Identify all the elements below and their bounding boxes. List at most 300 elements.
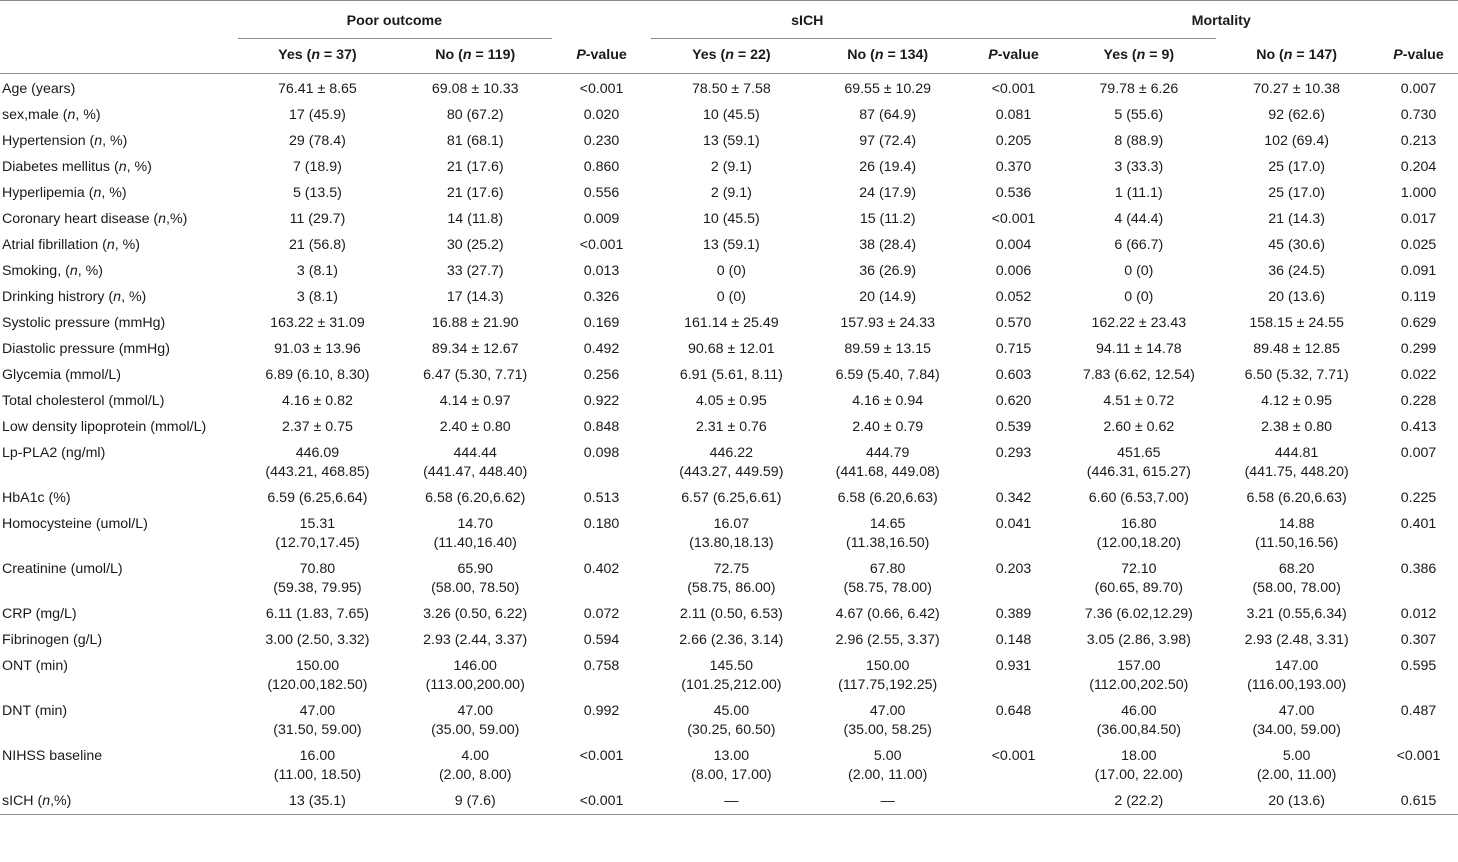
- cell-sich-p: [964, 310, 1064, 336]
- underline-sich: [651, 38, 963, 39]
- cell-value-range: (120.00,182.50): [267, 677, 368, 693]
- cell-value-range: (36.00,84.50): [1096, 722, 1182, 738]
- cell-value: 10 (45.5): [702, 107, 760, 123]
- cell-value-range: (58.75, 86.00): [687, 580, 776, 596]
- cell-value: 0.389: [995, 606, 1032, 622]
- cell-value-range: (11.38,16.50): [846, 535, 930, 551]
- cell-value-range: (58.75, 78.00): [843, 580, 932, 596]
- table-row: [0, 232, 1458, 258]
- cell-sich-no: [812, 284, 964, 310]
- cell-poor-no: [398, 653, 552, 698]
- cell-sich-p: [964, 128, 1064, 154]
- cell-value: 76.41 ± 8.65: [278, 81, 357, 97]
- cell-value: 16.07: [713, 516, 750, 532]
- cell-value: 68.20: [1278, 561, 1315, 577]
- cell-sich-p: [964, 440, 1064, 485]
- table-row: [0, 627, 1458, 653]
- cell-value: 3 (8.1): [296, 263, 338, 279]
- cell-value: 5.00: [873, 748, 902, 764]
- cell-poor-p: [552, 388, 651, 414]
- cell-value: —: [880, 793, 895, 809]
- cell-value: 1 (11.1): [1114, 185, 1163, 201]
- cell-value: 0.402: [583, 561, 620, 577]
- cell-value: <0.001: [991, 211, 1036, 227]
- cell-value: 6.47 (5.30, 7.71): [423, 367, 528, 383]
- cell-value: 2.37 ± 0.75: [281, 419, 353, 435]
- cell-sich-no: [812, 601, 964, 627]
- cell-value: 38 (28.4): [859, 237, 917, 253]
- cell-mort-no: [1214, 258, 1379, 284]
- cell-value: 7.83 (6.62, 12.54): [1082, 367, 1195, 383]
- header-mort-no: No (n = 147): [1256, 46, 1338, 63]
- cell-sich-no: [812, 698, 964, 743]
- cell-value: 2.38 ± 0.80: [1261, 419, 1333, 435]
- cell-value: 47.00: [869, 703, 906, 719]
- cell-value: 26 (19.4): [859, 159, 917, 175]
- cell-value: 72.75: [713, 561, 750, 577]
- cell-mort-yes: [1063, 284, 1214, 310]
- row-label: Diabetes mellitus (n, %): [2, 159, 152, 175]
- cell-value: 6.59 (5.40, 7.84): [835, 367, 940, 383]
- cell-value: 145.50: [709, 658, 754, 674]
- cell-value: 6.58 (6.20,6.63): [1246, 490, 1347, 506]
- cell-mort-p: [1379, 284, 1458, 310]
- cell-value: <0.001: [579, 793, 624, 809]
- cell-poor-p: [552, 743, 651, 788]
- cell-value: 0.326: [583, 289, 620, 305]
- cell-mort-p: [1379, 485, 1458, 511]
- cell-sich-yes: [651, 511, 812, 556]
- cell-value: 17 (14.3): [446, 289, 504, 305]
- cell-value: 0.299: [1400, 341, 1437, 357]
- cell-poor-no: [398, 556, 552, 601]
- cell-value: 5 (55.6): [1114, 107, 1164, 123]
- group-sich: sICH: [791, 12, 824, 29]
- cell-sich-p: [964, 485, 1064, 511]
- cell-value: 81 (68.1): [446, 133, 504, 149]
- cell-value: <0.001: [579, 748, 624, 764]
- row-label: Age (years): [0, 74, 237, 103]
- cell-value: 0.487: [1400, 703, 1437, 719]
- row-label: Drinking histrory (n, %): [2, 289, 147, 305]
- cell-sich-no: [812, 258, 964, 284]
- cell-sich-yes: [651, 232, 812, 258]
- cell-sich-no: [812, 154, 964, 180]
- cell-value: 89.59 ± 13.15: [844, 341, 932, 357]
- cell-value: 2.93 (2.44, 3.37): [423, 632, 528, 648]
- cell-poor-yes: [237, 258, 399, 284]
- cell-value: 89.48 ± 12.85: [1253, 341, 1340, 357]
- cell-value: 45 (30.6): [1268, 237, 1326, 253]
- cell-poor-no: [398, 511, 552, 556]
- cell-sich-p: [964, 388, 1064, 414]
- cell-mort-p: [1379, 788, 1458, 815]
- cell-mort-yes: [1063, 154, 1214, 180]
- cell-value: <0.001: [579, 237, 624, 253]
- cell-value: 0.730: [1400, 107, 1437, 123]
- cell-sich-no: [812, 556, 964, 601]
- cell-value: 21 (17.6): [446, 185, 504, 201]
- cell-sich-yes: [651, 362, 812, 388]
- cell-value: 20 (13.6): [1268, 289, 1326, 305]
- cell-sich-p: [964, 556, 1064, 601]
- header-sich-p: P-value: [988, 46, 1039, 63]
- cell-value-range: (2.00, 11.00): [1256, 767, 1337, 783]
- cell-poor-yes: [237, 627, 399, 653]
- cell-value: 446.09: [295, 445, 340, 461]
- cell-poor-yes: [237, 788, 399, 815]
- cell-value: 3 (8.1): [296, 289, 338, 305]
- cell-poor-p: [552, 102, 651, 128]
- row-label: Systolic pressure (mmHg): [2, 315, 166, 331]
- cell-poor-yes: [237, 102, 399, 128]
- cell-value: 444.81: [1274, 445, 1319, 461]
- cell-value-range: (2.00, 8.00): [438, 767, 512, 783]
- cell-value: 0.148: [995, 632, 1032, 648]
- cell-value: 157.93 ± 24.33: [840, 315, 935, 331]
- cell-poor-p: [552, 627, 651, 653]
- cell-mort-no: [1214, 698, 1379, 743]
- cell-value: 2.31 ± 0.76: [695, 419, 767, 435]
- group-mortality: Mortality: [1191, 12, 1251, 29]
- cell-sich-yes: [651, 698, 812, 743]
- header-poor-yes: Yes (n = 37): [278, 46, 357, 63]
- cell-poor-yes: [237, 310, 399, 336]
- cell-value: 2.66 (2.36, 3.14): [679, 632, 784, 648]
- cell-value: 67.80: [869, 561, 906, 577]
- cell-sich-yes: [651, 74, 812, 103]
- cell-value: 0.386: [1400, 561, 1437, 577]
- cell-poor-p: [552, 206, 651, 232]
- cell-value: 6.91 (5.61, 8.11): [679, 367, 783, 383]
- cell-mort-yes: [1063, 556, 1214, 601]
- cell-sich-p: [964, 362, 1064, 388]
- cell-value: 4.12 ± 0.95: [1261, 393, 1333, 409]
- cell-value: 0.230: [583, 133, 620, 149]
- cell-value-range: (58.00, 78.50): [431, 580, 520, 596]
- row-label: Fibrinogen (g/L): [2, 632, 103, 648]
- cell-value-range: (446.31, 615.27): [1086, 464, 1191, 480]
- table-row: [0, 74, 1458, 103]
- cell-mort-no: [1214, 653, 1379, 698]
- cell-value: 0 (0): [716, 263, 746, 279]
- cell-value-range: (113.00,200.00): [425, 677, 525, 693]
- cell-sich-yes: [651, 128, 812, 154]
- row-label: Homocysteine (umol/L): [2, 516, 148, 532]
- row-label: Low density lipoprotein (mmol/L): [2, 419, 207, 435]
- cell-sich-yes: [651, 336, 812, 362]
- cell-sich-no: [812, 511, 964, 556]
- cell-mort-no: [1214, 284, 1379, 310]
- cell-value: 0.225: [1400, 490, 1437, 506]
- cell-mort-yes: [1063, 440, 1214, 485]
- cell-mort-no: [1214, 511, 1379, 556]
- cell-value: 0.307: [1400, 632, 1437, 648]
- cell-sich-yes: [651, 206, 812, 232]
- row-label: Coronary heart disease (n,%): [2, 211, 188, 227]
- cell-value: 3.05 (2.86, 3.98): [1086, 632, 1191, 648]
- cell-mort-no: [1214, 128, 1379, 154]
- table-row: [0, 788, 1458, 815]
- cell-sich-p: [964, 336, 1064, 362]
- cell-sich-yes: [651, 284, 812, 310]
- cell-value: 0.413: [1400, 419, 1437, 435]
- cell-value: 161.14 ± 25.49: [684, 315, 779, 331]
- cell-value: 47.00: [1278, 703, 1315, 719]
- cell-value: 9 (7.6): [454, 793, 496, 809]
- cell-value: 14.65: [869, 516, 906, 532]
- row-label: NIHSS baseline: [2, 748, 103, 764]
- cell-value: 0.119: [1401, 289, 1436, 305]
- cell-poor-yes: [237, 362, 399, 388]
- cell-value: 0.013: [583, 263, 620, 279]
- cell-poor-yes: [237, 743, 399, 788]
- table-row: [0, 336, 1458, 362]
- cell-value: 0.629: [1400, 315, 1437, 331]
- cell-poor-p: [552, 128, 651, 154]
- cell-poor-yes: [237, 511, 399, 556]
- row-label: CRP (mg/L): [2, 606, 77, 622]
- cell-value-range: (17.00, 22.00): [1094, 767, 1183, 783]
- cell-value-range: (12.70,17.45): [275, 535, 360, 551]
- cell-poor-yes: [237, 128, 399, 154]
- cell-value: 13.00: [713, 748, 750, 764]
- cell-value: 0.025: [1400, 237, 1437, 253]
- cell-value: 0.536: [995, 185, 1032, 201]
- cell-value: 14.88: [1278, 516, 1315, 532]
- cell-value: 89.34 ± 12.67: [431, 341, 519, 357]
- cell-value: 0.615: [1400, 793, 1437, 809]
- cell-value: 5.00: [1282, 748, 1311, 764]
- cell-value: 72.10: [1121, 561, 1157, 577]
- cell-value: 0.052: [995, 289, 1032, 305]
- group-gap-2: [964, 1, 1064, 38]
- cell-value: 46.00: [1121, 703, 1157, 719]
- cell-mort-yes: [1063, 388, 1214, 414]
- group-header-row: [0, 1, 1458, 38]
- cell-poor-no: [398, 154, 552, 180]
- cell-value: 2 (9.1): [710, 159, 752, 175]
- cell-sich-no: [812, 627, 964, 653]
- cell-value: 158.15 ± 24.55: [1249, 315, 1344, 331]
- cell-value: 6.57 (6.25,6.61): [681, 490, 782, 506]
- cell-poor-yes: [237, 698, 399, 743]
- cell-poor-p: [552, 556, 651, 601]
- cell-value: 16.80: [1121, 516, 1157, 532]
- group-gap-1: [552, 1, 651, 38]
- row-label: sex,male (n, %): [2, 107, 101, 123]
- cell-poor-yes: [237, 180, 399, 206]
- cell-mort-p: [1379, 128, 1458, 154]
- cell-sich-no: [812, 653, 964, 698]
- cell-mort-p: [1379, 102, 1458, 128]
- row-label: Lp-PLA2 (ng/ml): [2, 445, 106, 461]
- row-label: HbA1c (%): [2, 490, 71, 506]
- cell-value: 13 (59.1): [702, 237, 760, 253]
- cell-poor-p: [552, 511, 651, 556]
- header-mort-p: P-value: [1393, 46, 1444, 63]
- cell-poor-p: [552, 653, 651, 698]
- cell-value: 6.59 (6.25,6.64): [267, 490, 368, 506]
- cell-mort-yes: [1063, 128, 1214, 154]
- cell-mort-yes: [1063, 511, 1214, 556]
- cell-sich-p: [964, 232, 1064, 258]
- cell-value: 446.22: [709, 445, 754, 461]
- cell-mort-p: [1379, 440, 1458, 485]
- cell-value: 2.40 ± 0.79: [852, 419, 924, 435]
- corner-cell: [0, 1, 237, 38]
- cell-mort-no: [1214, 788, 1379, 815]
- cell-mort-no: [1214, 485, 1379, 511]
- cell-value: 7 (18.9): [292, 159, 342, 175]
- cell-value: 0.848: [583, 419, 620, 435]
- cell-value: 10 (45.5): [702, 211, 760, 227]
- cell-mort-no: [1214, 336, 1379, 362]
- cell-poor-yes: [237, 485, 399, 511]
- cell-value: 102 (69.4): [1264, 133, 1329, 149]
- cell-sich-no: [812, 74, 964, 103]
- row-label: Atrial fibrillation (n, %): [2, 237, 140, 253]
- cell-value: 14.70: [457, 516, 493, 532]
- row-label: Creatinine (umol/L): [2, 561, 123, 577]
- cell-sich-no: [812, 336, 964, 362]
- cell-value: 69.08 ± 10.33: [431, 81, 519, 97]
- cell-value-range: (116.00,193.00): [1247, 677, 1347, 693]
- cell-sich-no: [812, 102, 964, 128]
- header-sich-yes: Yes (n = 22): [692, 46, 771, 63]
- cell-sich-yes: [651, 653, 812, 698]
- cell-sich-no: [812, 440, 964, 485]
- cell-poor-no: [398, 128, 552, 154]
- table-row: [0, 180, 1458, 206]
- cell-poor-p: [552, 232, 651, 258]
- cell-mort-p: [1379, 388, 1458, 414]
- cell-poor-no: [398, 698, 552, 743]
- header-poor-p: P-value: [576, 46, 627, 63]
- cell-poor-yes: [237, 206, 399, 232]
- cell-value: 97 (72.4): [859, 133, 917, 149]
- cell-poor-yes: [237, 653, 399, 698]
- cell-value: <0.001: [1396, 748, 1441, 764]
- cell-value: 0.020: [583, 107, 620, 123]
- cell-mort-yes: [1063, 336, 1214, 362]
- cell-sich-yes: [651, 788, 812, 815]
- cell-value: 30 (25.2): [446, 237, 504, 253]
- cell-poor-no: [398, 102, 552, 128]
- cell-value: 147.00: [1274, 658, 1319, 674]
- cell-mort-no: [1214, 556, 1379, 601]
- cell-sich-yes: [651, 388, 812, 414]
- cell-value: 444.79: [865, 445, 910, 461]
- cell-mort-p: [1379, 511, 1458, 556]
- row-label: Diastolic pressure (mmHg): [2, 341, 170, 357]
- cell-poor-p: [552, 362, 651, 388]
- cell-poor-p: [552, 154, 651, 180]
- cell-sich-p: [964, 414, 1064, 440]
- cell-sich-no: [812, 388, 964, 414]
- cell-sich-no: [812, 788, 964, 815]
- cell-value: 94.11 ± 14.78: [1096, 341, 1182, 357]
- cell-value: 3.26 (0.50, 6.22): [423, 606, 528, 622]
- cell-value: 15.31: [299, 516, 336, 532]
- cell-value-range: (112.00,202.50): [1089, 677, 1189, 693]
- cell-value: 14 (11.8): [447, 211, 504, 227]
- cell-value: 146.00: [453, 658, 497, 674]
- header-poor-no: No (n = 119): [435, 46, 516, 63]
- cell-value-range: (8.00, 17.00): [691, 767, 772, 783]
- cell-value: 0.228: [1400, 393, 1437, 409]
- cell-value: 0.007: [1400, 445, 1437, 461]
- cell-value: 65.90: [457, 561, 493, 577]
- cell-value: 163.22 ± 31.09: [270, 315, 365, 331]
- cell-mort-p: [1379, 556, 1458, 601]
- cell-value-range: (441.68, 449.08): [835, 464, 940, 480]
- cell-value: 4.16 ± 0.94: [852, 393, 924, 409]
- cell-sich-yes: [651, 627, 812, 653]
- cell-value: 4.14 ± 0.97: [439, 393, 511, 409]
- cell-value-range: (60.65, 89.70): [1094, 580, 1183, 596]
- underline-poor-outcome: [238, 38, 552, 39]
- table-row: [0, 310, 1458, 336]
- cell-sich-no: [812, 414, 964, 440]
- row-label: Glycemia (mmol/L): [2, 367, 122, 383]
- cell-value: 0.012: [1400, 606, 1437, 622]
- cell-value: 0.007: [1400, 81, 1437, 97]
- cell-poor-yes: [237, 388, 399, 414]
- cell-poor-p: [552, 284, 651, 310]
- cell-mort-yes: [1063, 414, 1214, 440]
- cell-value-range: (443.21, 468.85): [265, 464, 370, 480]
- cell-value: 0.203: [995, 561, 1032, 577]
- cell-value: 3.21 (0.55,6.34): [1246, 606, 1347, 622]
- cell-value: 0.342: [995, 490, 1032, 506]
- cell-mort-no: [1214, 232, 1379, 258]
- cell-value: 6 (66.7): [1114, 237, 1164, 253]
- cell-sich-yes: [651, 258, 812, 284]
- cell-mort-no: [1214, 154, 1379, 180]
- cell-sich-p: [964, 258, 1064, 284]
- cell-value: 0 (0): [1124, 289, 1154, 305]
- cell-sich-yes: [651, 743, 812, 788]
- cell-sich-p: [964, 511, 1064, 556]
- cell-mort-yes: [1063, 698, 1214, 743]
- cell-value-range: (35.00, 59.00): [431, 722, 520, 738]
- cell-poor-no: [398, 627, 552, 653]
- cell-mort-no: [1214, 310, 1379, 336]
- cell-value: 0.556: [583, 185, 620, 201]
- cell-poor-no: [398, 232, 552, 258]
- row-label: DNT (min): [2, 703, 68, 719]
- cell-sich-p: [964, 206, 1064, 232]
- cell-value: 4.00: [461, 748, 490, 764]
- cell-value: 2.11 (0.50, 6.53): [679, 606, 783, 622]
- cell-sich-yes: [651, 414, 812, 440]
- cell-sich-no: [812, 310, 964, 336]
- cell-value: 4.05 ± 0.95: [695, 393, 767, 409]
- table-row: [0, 388, 1458, 414]
- cell-poor-p: [552, 310, 651, 336]
- cell-value: 3.00 (2.50, 3.32): [265, 632, 370, 648]
- cell-value: 444.44: [453, 445, 497, 461]
- cell-mort-yes: [1063, 627, 1214, 653]
- cell-value: 36 (26.9): [859, 263, 917, 279]
- row-label: Hyperlipemia (n, %): [2, 185, 127, 201]
- table-row: [0, 485, 1458, 511]
- cell-value: 0.041: [995, 516, 1032, 532]
- cell-value: 4.16 ± 0.82: [281, 393, 353, 409]
- cell-value-range: (101.25,212.00): [681, 677, 782, 693]
- cell-value: 6.58 (6.20,6.63): [837, 490, 938, 506]
